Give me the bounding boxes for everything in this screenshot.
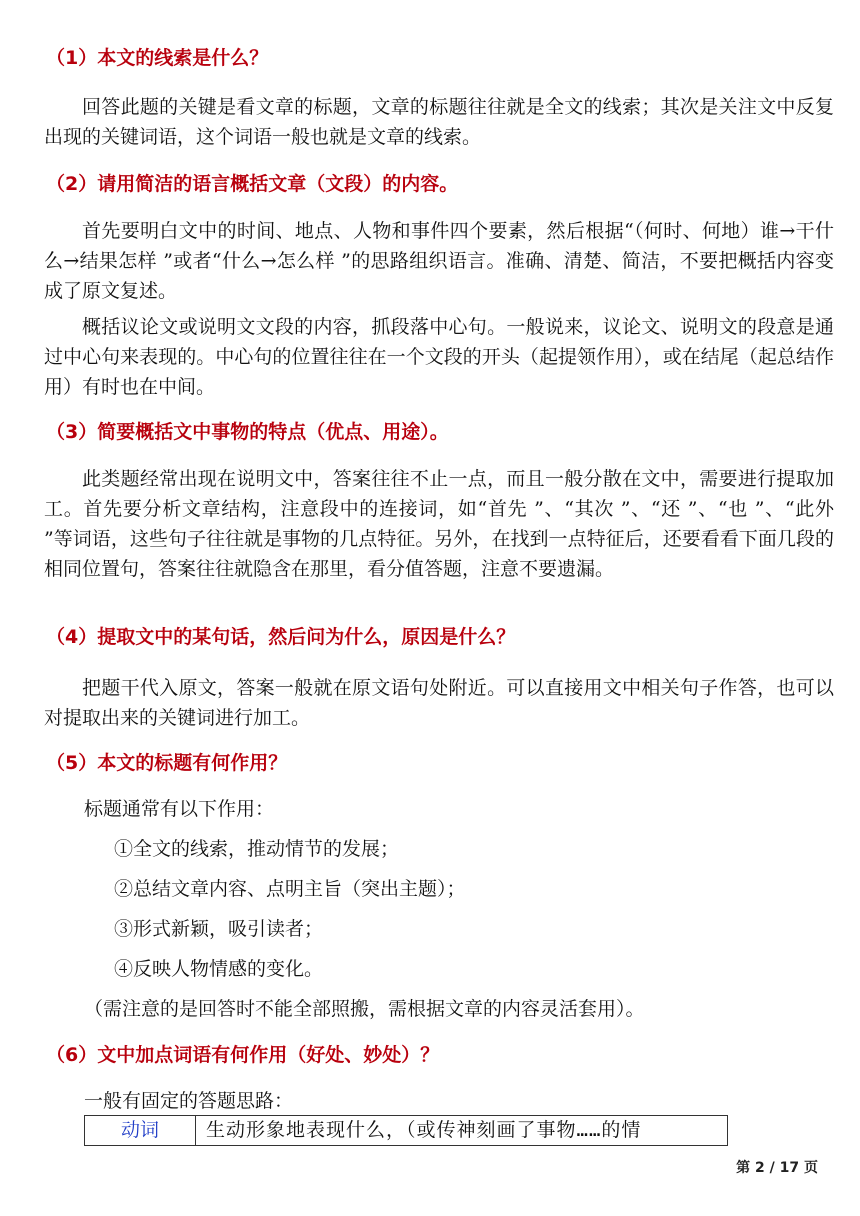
section-4-heading: （4）提取文中的某句话，然后问为什么，原因是什么？ [46,626,516,648]
section-5-item-2: ②总结文章内容、点明主旨（突出主题）； [114,878,466,900]
section-3-heading: （3）简要概括文中事物的特点（优点、用途）。 [46,421,449,443]
section-2-heading: （2）请用简洁的语言概括文章（文段）的内容。 [46,173,459,195]
section-2-paragraph-2: 概括议论文或说明文文段的内容，抓段落中心句。一般说来，议论文、说明文的段意是通过中心句来表现的。中心句的位置往往在一个文段的开头（起提领作用），或在结尾（起总结作用）有时也在中间。 [44,316,834,398]
section-6-intro: 一般有固定的答题思路： [84,1090,294,1112]
table-term-cell: 动词 [85,1116,196,1145]
section-3-paragraph: 此类题经常出现在说明文中，答案往往不止一点，而且一般分散在文中，需要进行提取加工。首先要分析文章结构，注意段中的连接词，如“首先 ”、“其次 ”、“还 ”、“也 ”、“此外 ”等词语，这些句子往往就是事物的几点特征。另外，在找到一点特征后，还要看看下面几段的相同位置句，答案往往就隐含在那里，看分值答题，注意不要遗漏。 [44,468,834,580]
answer-table-row [84,1115,728,1146]
page-number: 第 2 / 17 页 [736,1160,818,1176]
table-desc-cell: 生动形象地表现什么，（或传神刻画了事物……的情 [206,1119,642,1141]
section-5-intro: 标题通常有以下作用： [84,798,275,820]
section-1-heading: （1）本文的线索是什么？ [46,47,269,69]
section-5-note: （需注意的是回答时不能全部照搬，需根据文章的内容灵活套用）。 [84,998,645,1020]
section-5-item-1: ①全文的线索，推动情节的发展； [114,838,400,860]
section-2-paragraph-1: 首先要明白文中的时间、地点、人物和事件四个要素，然后根据“（何时、何地）谁→干什么→结果怎样 ”或者“什么→怎么样 ”的思路组织语言。准确、清楚、简洁，不要把概括内容变成了原文复述。 [44,220,834,302]
section-1-paragraph: 回答此题的关键是看文章的标题，文章的标题往往就是全文的线索；其次是关注文中反复出现的关键词语，这个词语一般也就是文章的线索。 [44,96,834,148]
section-5-heading: （5）本文的标题有何作用？ [46,752,288,774]
section-6-heading: （6）文中加点词语有何作用（好处、妙处）？ [46,1044,440,1066]
section-5-item-4: ④反映人物情感的变化。 [114,958,324,980]
section-4-paragraph: 把题干代入原文，答案一般就在原文语句处附近。可以直接用文中相关句子作答，也可以对提取出来的关键词进行加工。 [44,677,834,729]
section-5-item-3: ③形式新颖，吸引读者； [114,918,324,940]
